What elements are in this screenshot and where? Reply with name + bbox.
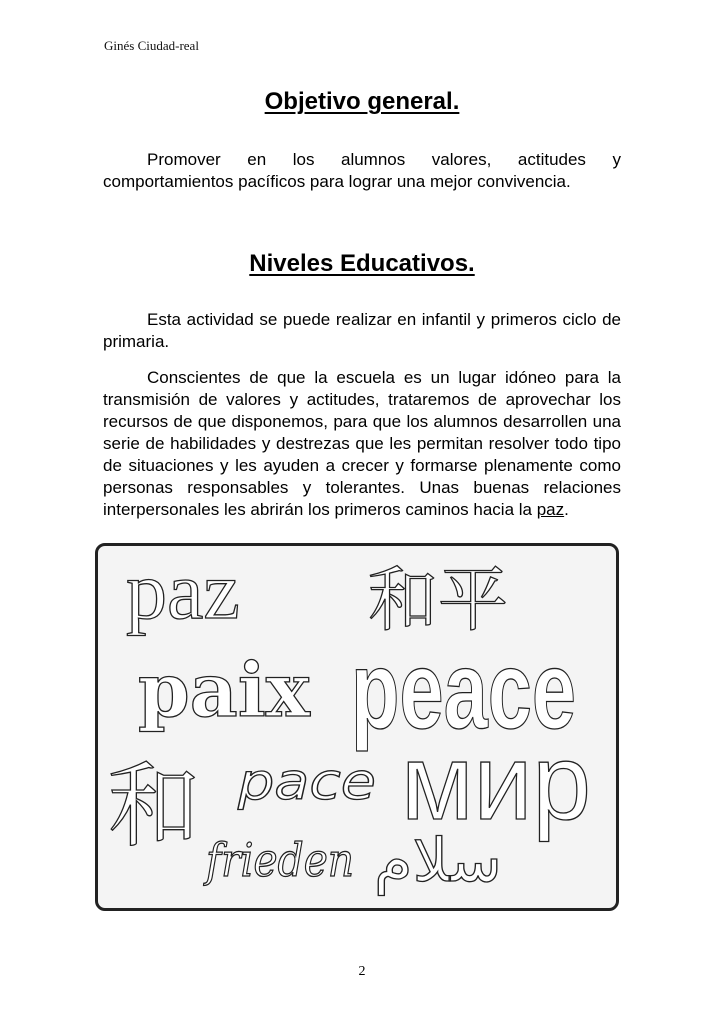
word-paz: paz	[126, 545, 240, 636]
section-title-objetivo: Objetivo general.	[264, 88, 460, 115]
niveles-text-2-body: Conscientes de que la escuela es un lugar idóneo para la transmisión de valores y actitudes, trataremos de aprovechar los recursos de que disponemos, para que los alumnos desarrollen una serie de habilidades y destrezas que les permitan resolver todo tipo de situaciones y les ayuden a crecer y formarse plenamente como personas responsables y tolerantes. Unas buenas relaciones interpersonales les abrirán los primeros caminos hacia la	[103, 368, 621, 519]
objetivo-paragraph	[103, 149, 621, 193]
niveles-paragraph-2	[103, 367, 621, 521]
word-wa: 和	[108, 753, 201, 860]
niveles-paragraph-1	[103, 309, 621, 353]
niveles-text-2	[103, 367, 621, 521]
word-frieden: frieden	[203, 833, 354, 887]
peace-words-svg	[98, 546, 616, 908]
word-peace: peace	[351, 629, 576, 752]
word-mir: мир	[401, 721, 591, 842]
page-header-author: Ginés Ciudad-real	[104, 38, 199, 53]
word-paix: paix	[138, 648, 310, 734]
peace-words-illustration	[95, 543, 619, 911]
word-pace: pace	[236, 753, 376, 811]
section-title-niveles: Niveles Educativos.	[249, 250, 475, 277]
word-hepin: 和平	[368, 559, 508, 641]
objetivo-text: Promover en los alumnos valores, actitudes y comportamientos pacíficos para lograr una mejor convivencia.	[103, 150, 621, 191]
page-number: 2	[358, 964, 366, 979]
word-salam: سلام	[374, 826, 502, 896]
final-period: .	[564, 500, 569, 519]
niveles-text-1: Esta actividad se puede realizar en infantil y primeros ciclo de primaria.	[103, 310, 621, 351]
paz-underlined-word: paz	[536, 500, 565, 519]
